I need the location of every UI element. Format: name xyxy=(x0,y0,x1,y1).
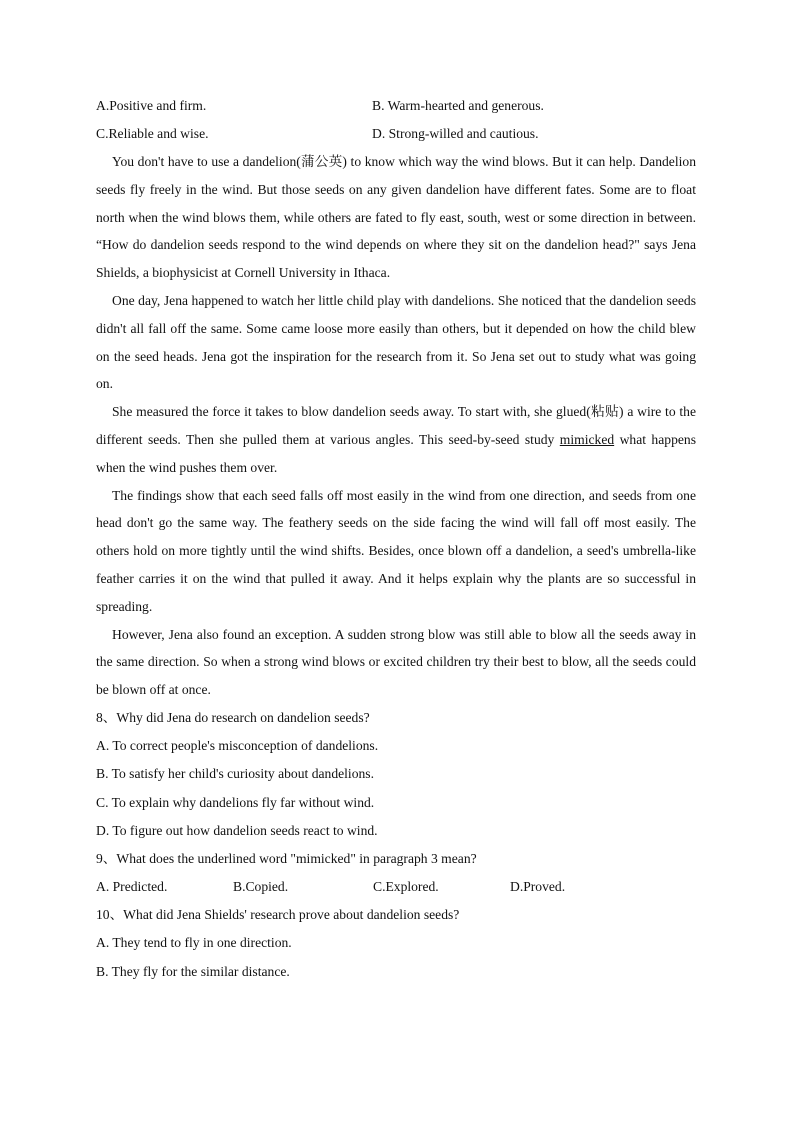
option-c: C.Reliable and wise. xyxy=(96,126,209,141)
question-9 xyxy=(96,845,696,901)
question-8-option-c: C. To explain why dandelions fly far without wind. xyxy=(96,794,375,810)
reading-passage xyxy=(96,148,696,704)
question-9-option-a: A. Predicted. xyxy=(96,879,168,895)
paragraph-3-text-before: She measured the force it takes to blow dandelion seeds away. To start with, she glued(粘贴) a wire to the different seeds. Then she pulled them at various angles. This seed-by-seed study xyxy=(96,404,696,447)
question-8-option-a: A. To correct people's misconception of dandelions. xyxy=(96,738,379,754)
question-8-stem: 8、Why did Jena do research on dandelion seeds? xyxy=(96,709,370,725)
question-10-stem: 10、What did Jena Shields' research prove about dandelion seeds? xyxy=(96,907,460,923)
passage-paragraph-3 xyxy=(96,398,696,481)
question-9-stem: 9、What does the underlined word "mimicked" in paragraph 3 mean? xyxy=(96,850,477,866)
question-10-option-a: A. They tend to fly in one direction. xyxy=(96,935,292,951)
question-9-option-b: B.Copied. xyxy=(233,879,289,895)
passage-paragraph-2: One day, Jena happened to watch her little child play with dandelions. She noticed that the dandelion seeds didn't all fall off the same. Some came loose more easily than others, but it depended on how the child blew on the seed heads. Jena got the inspiration for the research from it. So Jena set out to study what was going on. xyxy=(96,292,696,392)
previous-question-options xyxy=(96,92,696,148)
underlined-word: mimicked xyxy=(559,431,615,447)
question-9-option-d: D.Proved. xyxy=(510,879,566,895)
question-10-option-b: B. They fly for the similar distance. xyxy=(96,963,290,979)
option-row xyxy=(96,92,696,120)
question-8-option-d: D. To figure out how dandelion seeds react to wind. xyxy=(96,822,378,838)
document-page xyxy=(96,92,696,986)
passage-paragraph-1: You don't have to use a dandelion(蒲公英) to know which way the wind blows. But it can help. Dandelion seeds fly freely in the wind. But those seeds on any given dandelion have different fates. Some are to float north when the wind blows them, while others are fated to fly east, south, west or some direction in between. “How do dandelion seeds respond to the wind depends on where they sit on the dandelion head?" says Jena Shields, a biophysicist at Cornell University in Ithaca. xyxy=(96,154,696,281)
option-b: B. Warm-hearted and generous. xyxy=(372,98,544,113)
passage-paragraph-5: However, Jena also found an exception. A sudden strong blow was still able to blow all the seeds away in the same direction. So when a strong wind blows or excited children try their best to blow, all the seeds could be blown off at once. xyxy=(96,626,696,698)
paragraph-3-text-after: what happens when the wind pushes them over. xyxy=(96,431,696,475)
question-10 xyxy=(96,901,696,986)
question-9-options xyxy=(96,873,696,901)
question-8 xyxy=(96,704,696,845)
question-9-option-c: C.Explored. xyxy=(373,879,439,895)
passage-paragraph-4: The findings show that each seed falls off most easily in the wind from one direction, and seeds from one head don't go the same way. The feathery seeds on the side facing the wind will fall off most easily. The others hold on more tightly until the wind shifts. Besides, once blown off a dandelion, a seed's umbrella-like feather carries it on the wind that pulled it away. And it helps explain why the plants are so successful in spreading. xyxy=(96,487,696,614)
option-a: A.Positive and firm. xyxy=(96,98,207,113)
option-row xyxy=(96,120,696,148)
option-d: D. Strong-willed and cautious. xyxy=(372,126,539,141)
question-8-option-b: B. To satisfy her child's curiosity about dandelions. xyxy=(96,766,374,782)
